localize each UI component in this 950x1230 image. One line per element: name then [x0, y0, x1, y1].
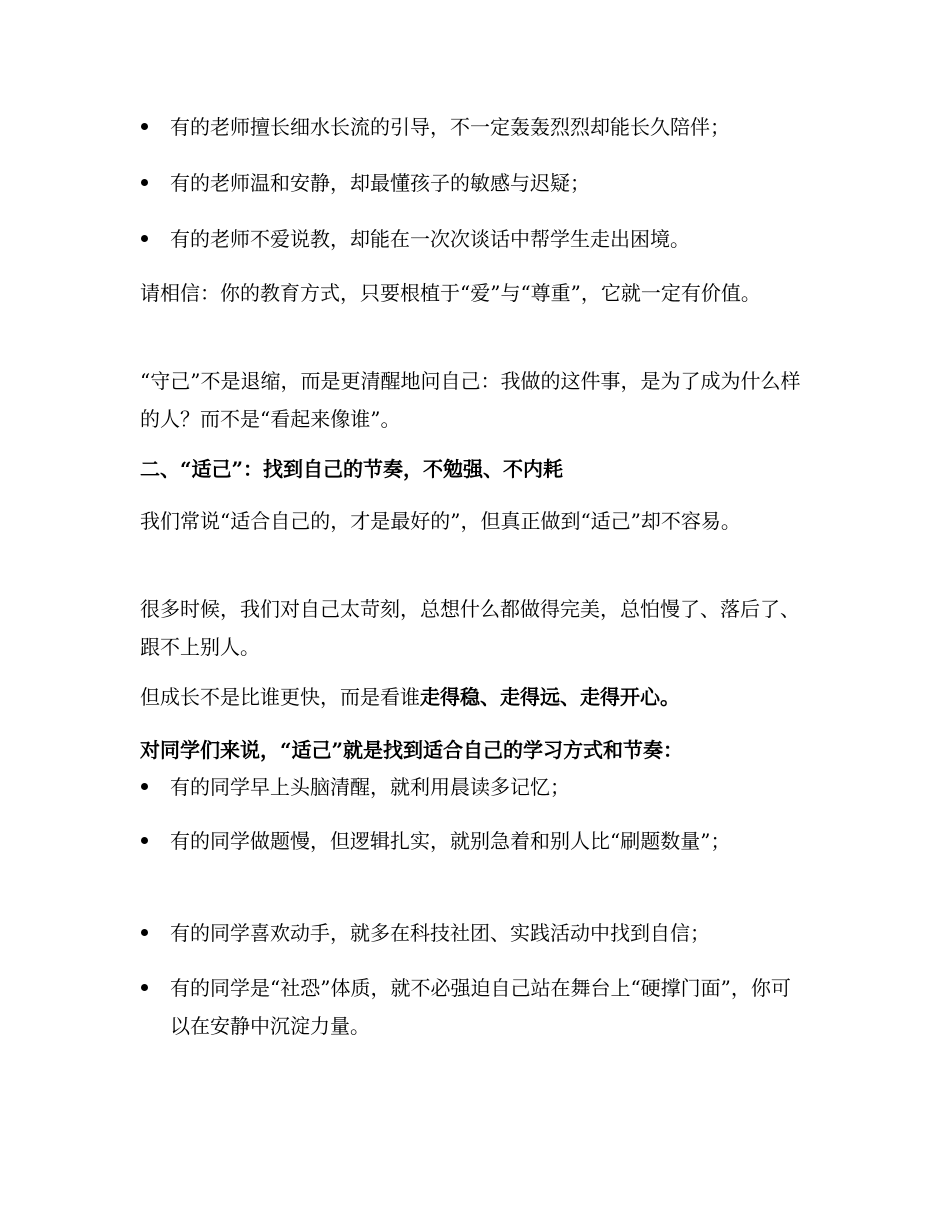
list-item-text: 有的同学喜欢动手，就多在科技社团、实践活动中找到自信；	[170, 921, 710, 945]
list-item	[170, 164, 810, 202]
list-item	[170, 220, 810, 258]
paragraph-growth	[140, 678, 810, 716]
paragraph-growth-text: 但成长不是比谁更快，而是看谁	[140, 685, 420, 709]
list-item-text: 有的同学做题慢，但逻辑扎实，就别急着和别人比“刷题数量”；	[170, 829, 731, 853]
list-item-text: 有的同学是“社恐”体质，就不必强迫自己站在舞台上“硬撑门面”，你可以在安静中沉淀力量。	[170, 976, 791, 1038]
bullet-icon	[141, 783, 148, 790]
bullet-icon	[141, 235, 148, 242]
list-item	[170, 822, 770, 860]
bullet-icon	[141, 837, 148, 844]
list-item	[170, 108, 810, 146]
paragraph-growth-emphasis: 走得稳、走得远、走得开心。	[420, 685, 680, 709]
bullet-icon	[141, 179, 148, 186]
list-item-text: 有的同学早上头脑清醒，就利用晨读多记忆；	[170, 775, 570, 799]
paragraph-shouji: “守己”不是退缩，而是更清醒地问自己：我做的这件事，是为了成为什么样的人？而不是“看起来像谁”。	[140, 369, 801, 431]
bullet-icon	[141, 123, 148, 130]
paragraph-believe: 请相信：你的教育方式，只要根植于“爱”与“尊重”，它就一定有价值。	[140, 281, 761, 305]
bullet-icon	[141, 929, 148, 936]
students-heading: 对同学们来说，“适己”就是找到适合自己的学习方式和节奏：	[140, 738, 684, 762]
paragraph-harsh: 很多时候，我们对自己太苛刻，总想什么都做得完美，总怕慢了、落后了、跟不上别人。	[140, 597, 800, 659]
list-item	[170, 969, 810, 1045]
section-heading: 二、“适己”：找到自己的节奏，不勉强、不内耗	[140, 457, 564, 481]
bullet-icon	[141, 984, 148, 991]
list-item	[170, 768, 810, 806]
list-item-text: 有的老师不爱说教，却能在一次次谈话中帮学生走出困境。	[170, 227, 690, 251]
paragraph-shiji: 我们常说“适合自己的，才是最好的”，但真正做到“适己”却不容易。	[140, 509, 741, 533]
list-item-text: 有的老师擅长细水长流的引导，不一定轰轰烈烈却能长久陪伴；	[170, 115, 730, 139]
list-item-text: 有的老师温和安静，却最懂孩子的敏感与迟疑；	[170, 171, 590, 195]
list-item	[170, 914, 810, 952]
